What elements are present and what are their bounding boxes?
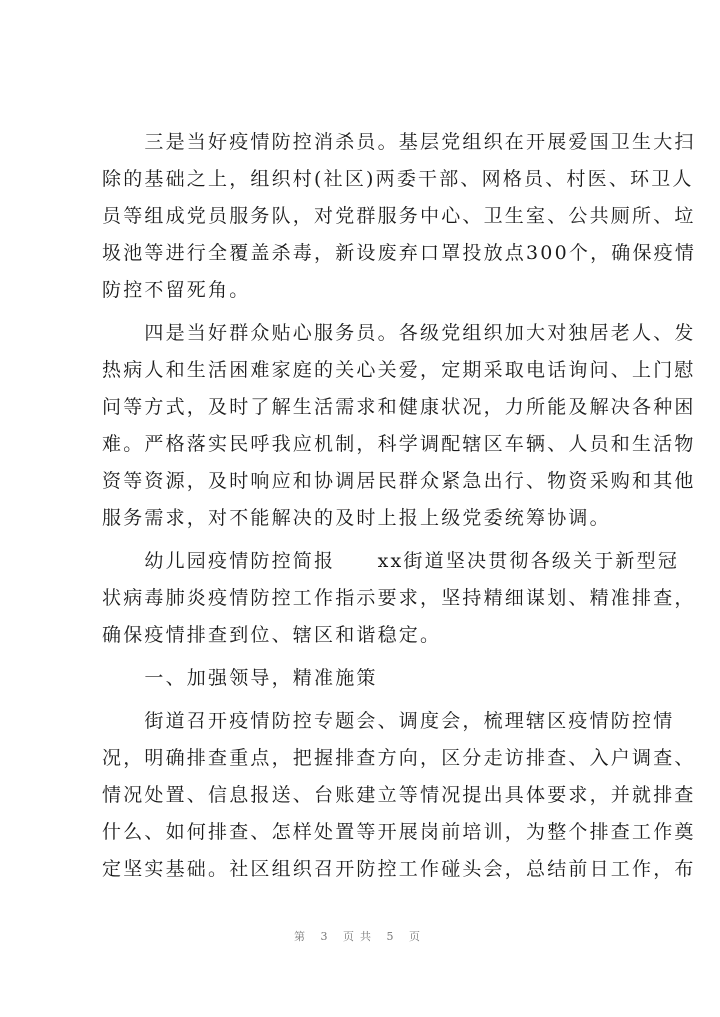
page-footer <box>0 928 720 944</box>
footer-middle: 页共 <box>343 930 377 943</box>
text-line: 确保疫情排查到位、辖区和谐稳定。 <box>102 624 442 646</box>
text-line: 除的基础之上，组织村(社区)两委干部、网格员、村医、环卫人 <box>102 168 694 190</box>
text-line: 状病毒肺炎疫情防控工作指示要求，坚持精细谋划、精准排查， <box>102 587 696 609</box>
text-line: 服务需求，对不能解决的及时上报上级党委统筹协调。 <box>102 507 611 529</box>
text-line: 资等资源，及时响应和协调居民群众紧急出行、物资采购和其他 <box>102 470 696 492</box>
total-page-count: 5 <box>386 930 400 943</box>
paragraph-disinfection <box>102 124 697 309</box>
document-body <box>102 124 697 888</box>
paragraph-briefing-intro <box>102 543 696 654</box>
text-line: 四是当好群众贴心服务员。各级党组织加大对独居老人、发 <box>102 322 696 344</box>
text-line: 街道召开疫情防控专题会、调度会，梳理辖区疫情防控情 <box>102 710 675 732</box>
current-page-number: 3 <box>320 930 334 943</box>
paragraph-service <box>102 315 696 537</box>
text-line: 一、加强领导，精准施策 <box>102 667 378 689</box>
text-line: 定坚实基础。社区组织召开防控工作碰头会，总结前日工作，布 <box>102 858 696 880</box>
text-line: 热病人和生活困难家庭的关心关爱，定期采取电话询问、上门慰 <box>102 359 696 381</box>
text-line: 圾池等进行全覆盖杀毒，新设废弃口罩投放点300个，确保疫情 <box>102 242 697 264</box>
footer-prefix: 第 <box>294 930 311 943</box>
text-line: 况，明确排查重点，把握排查方向，区分走访排查、入户调查、 <box>102 747 696 769</box>
paragraph-meetings <box>102 703 696 888</box>
text-line: 难。严格落实民呼我应机制，科学调配辖区车辆、人员和生活物 <box>102 433 696 455</box>
text-line: 问等方式，及时了解生活需求和健康状况，力所能及解决各种困 <box>102 396 696 418</box>
text-line: 情况处置、信息报送、台账建立等情况提出具体要求，并就排查 <box>102 784 696 806</box>
text-line: 什么、如何排查、怎样处置等开展岗前培训，为整个排查工作奠 <box>102 821 696 843</box>
footer-suffix: 页 <box>409 930 426 943</box>
text-line: 防控不留死角。 <box>102 279 251 301</box>
text-line: 幼儿园疫情防控简报 xx街道坚决贯彻各级关于新型冠 <box>102 550 680 572</box>
text-line: 三是当好疫情防控消杀员。基层党组织在开展爱国卫生大扫 <box>102 131 696 153</box>
text-line: 员等组成党员服务队，对党群服务中心、卫生室、公共厕所、垃 <box>102 205 696 227</box>
section-heading <box>102 660 616 697</box>
